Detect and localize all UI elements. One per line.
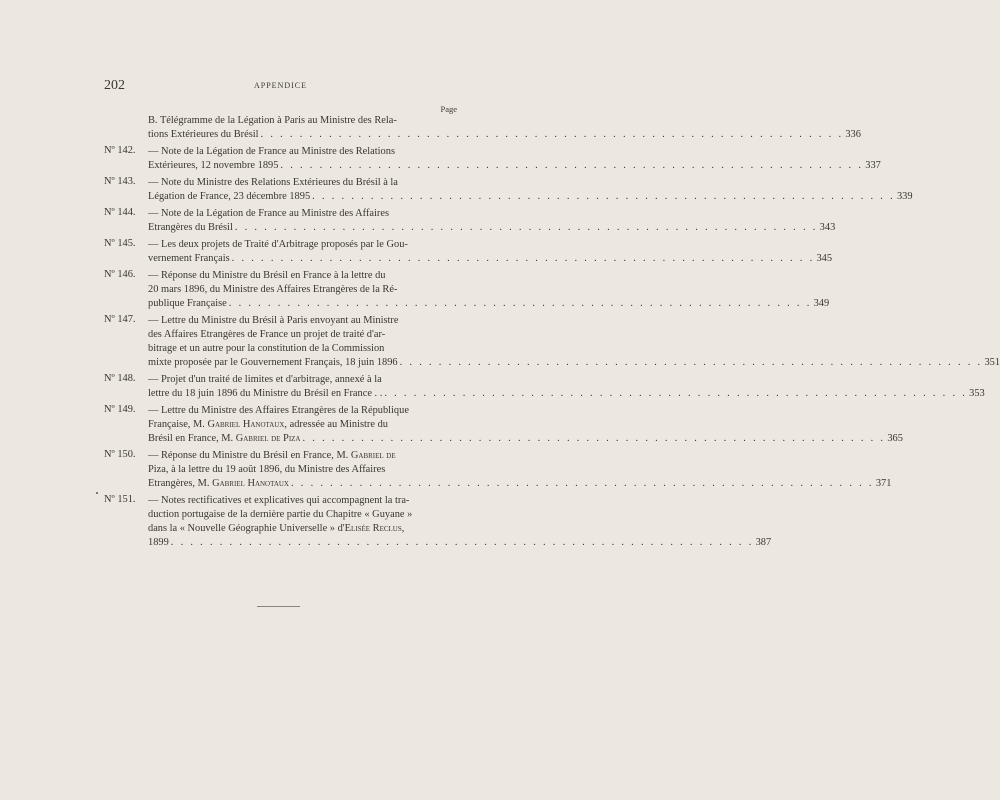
entry-last-line <box>148 190 913 204</box>
dot-leader: . . . . . . . . . . . . . . . . . . . . . . . . . . . . . . . . . . . . . . . . . . . . . . . . . . . . . . . . . . . . <box>302 433 886 444</box>
entry-line: 20 mars 1896, du Ministre des Affaires Etrangères de la Ré- <box>148 284 398 295</box>
entry-number: Nº 148. <box>104 373 136 384</box>
entry-page-number: 353 <box>969 388 985 399</box>
entry-number: Nº 150. <box>104 449 136 460</box>
entry-line: — Projet d'un traité de limites et d'arbitrage, annexé à la <box>148 374 382 385</box>
entry-number: Nº 142. <box>104 145 136 156</box>
entry-text <box>148 494 772 550</box>
toc-entry <box>104 145 881 173</box>
entry-last-line <box>148 221 836 235</box>
running-title: APPENDICE <box>253 81 307 90</box>
entry-text <box>148 114 861 142</box>
entry-line: — Réponse du Ministre du Brésil en France, M. Gabriel de <box>148 450 396 461</box>
entry-page-number: 351 <box>984 357 1000 368</box>
entry-text <box>148 269 830 311</box>
entry-last-line <box>148 477 892 491</box>
entry-page-number: 336 <box>845 129 861 140</box>
entry-page-number: 371 <box>875 478 892 489</box>
entry-line: — Lettre du Ministre des Affaires Etrangères de la République <box>148 405 409 416</box>
entry-number: Nº 145. <box>104 238 136 249</box>
entry-line: des Affaires Etrangères de France un projet de traité d'ar- <box>148 329 386 340</box>
entry-last-text: 1899 <box>148 537 169 548</box>
entry-line: — Note de la Légation de France au Ministre des Relations <box>148 146 395 157</box>
running-head <box>104 78 457 94</box>
dot-leader: . . . . . . . . . . . . . . . . . . . . . . . . . . . . . . . . . . . . . . . . . . . . . . . . . . . . . . . . . . . . <box>231 253 815 264</box>
entry-last-text: Etrangères, M. Gabriel Hanotaux <box>148 478 289 489</box>
toc-entry <box>104 314 1000 370</box>
entry-page-number: 343 <box>819 222 836 233</box>
entry-number: Nº 143. <box>104 176 136 187</box>
entry-page-number: 365 <box>887 433 903 444</box>
entry-last-line <box>148 128 861 142</box>
entry-text <box>148 373 985 401</box>
toc-entry <box>104 449 892 491</box>
entry-page-number: 387 <box>755 537 772 548</box>
toc-entry <box>104 176 913 204</box>
table-of-contents <box>104 114 1000 553</box>
entry-last-text: mixte proposée par le Gouvernement Français, 18 juin 1896 <box>148 357 398 368</box>
entry-text <box>148 404 903 446</box>
entry-last-text: tions Extérieures du Brésil <box>148 129 259 140</box>
entry-text <box>148 238 833 266</box>
entry-last-text: lettre du 18 juin 1896 du Ministre du Brésil en France . . <box>148 388 383 399</box>
entry-page-number: 339 <box>896 191 913 202</box>
entry-text <box>148 449 892 491</box>
page-number: 202 <box>104 78 125 93</box>
dot-leader: . . . . . . . . . . . . . . . . . . . . . . . . . . . . . . . . . . . . . . . . . . . . . . . . . . . . . . . . . . . . <box>234 222 818 233</box>
entry-line: — Note du Ministre des Relations Extérieures du Brésil à la <box>148 177 398 188</box>
toc-entry <box>104 404 903 446</box>
entry-last-line <box>148 432 903 446</box>
entry-last-line <box>148 252 833 266</box>
page-column-label: Page <box>440 104 457 114</box>
toc-entry <box>104 494 772 550</box>
entry-last-text: Extérieures, 12 novembre 1895 <box>148 160 279 171</box>
entry-line: dans la « Nouvelle Géographie Universelle » d'Elisée Reclus, <box>148 523 405 534</box>
dot-leader: . . . . . . . . . . . . . . . . . . . . . . . . . . . . . . . . . . . . . . . . . . . . . . . . . . . . . . . . . . . . <box>170 537 754 548</box>
print-speck <box>96 492 98 494</box>
entry-page-number: 345 <box>816 253 833 264</box>
entry-line: — Réponse du Ministre du Brésil en France à la lettre du <box>148 270 386 281</box>
entry-last-line <box>148 159 881 173</box>
entry-line: — Notes rectificatives et explicatives qui accompagnent la tra- <box>148 495 410 506</box>
dot-leader: . . . . . . . . . . . . . . . . . . . . . . . . . . . . . . . . . . . . . . . . . . . . . . . . . . . . . . . . . . . . <box>260 129 844 140</box>
entry-last-text: publique Française <box>148 298 227 309</box>
entry-text <box>148 314 1000 370</box>
entry-last-text: Etrangères du Brésil <box>148 222 233 233</box>
entry-number: Nº 147. <box>104 314 136 325</box>
entry-text <box>148 176 913 204</box>
toc-entry <box>104 207 836 235</box>
entry-page-number: 349 <box>813 298 830 309</box>
entry-last-text: Légation de France, 23 décembre 1895 <box>148 191 311 202</box>
entry-number: Nº 149. <box>104 404 136 415</box>
end-rule <box>257 606 300 607</box>
entry-line: bitrage et un autre pour la constitution de la Commission <box>148 343 385 354</box>
dot-leader: . . . . . . . . . . . . . . . . . . . . . . . . . . . . . . . . . . . . . . . . . . . . . . . . . . . . . . . . . . . . <box>399 357 983 368</box>
entry-last-line <box>148 536 772 550</box>
dot-leader: . . . . . . . . . . . . . . . . . . . . . . . . . . . . . . . . . . . . . . . . . . . . . . . . . . . . . . . . . . . . <box>312 191 895 202</box>
entry-page-number: 337 <box>865 160 881 171</box>
toc-entry <box>104 238 833 266</box>
entry-line: B. Télégramme de la Légation à Paris au Ministre des Rela- <box>148 115 397 126</box>
entry-text <box>148 207 836 235</box>
entry-last-text: vernement Français <box>148 253 230 264</box>
toc-entry <box>104 373 985 401</box>
entry-last-line <box>148 297 830 311</box>
toc-entry <box>104 269 830 311</box>
entry-line: duction portugaise de la dernière partie du Chapitre « Guyane » <box>148 509 413 520</box>
entry-line: Piza, à la lettre du 19 août 1896, du Ministre des Affaires <box>148 464 386 475</box>
dot-leader: . . . . . . . . . . . . . . . . . . . . . . . . . . . . . . . . . . . . . . . . . . . . . . . . . . . . . . . . . . . . <box>384 388 968 399</box>
entry-line: — Note de la Légation de France au Ministre des Affaires <box>148 208 390 219</box>
dot-leader: . . . . . . . . . . . . . . . . . . . . . . . . . . . . . . . . . . . . . . . . . . . . . . . . . . . . . . . . . . . . <box>280 160 864 171</box>
entry-last-line <box>148 356 1000 370</box>
toc-entry <box>104 114 861 142</box>
entry-last-text: Brésil en France, M. Gabriel de Piza <box>148 433 301 444</box>
entry-line: — Lettre du Ministre du Brésil à Paris envoyant au Ministre <box>148 315 399 326</box>
entry-number: Nº 144. <box>104 207 136 218</box>
entry-text <box>148 145 881 173</box>
dot-leader: . . . . . . . . . . . . . . . . . . . . . . . . . . . . . . . . . . . . . . . . . . . . . . . . . . . . . . . . . . . . <box>228 298 812 309</box>
entry-number: Nº 151. <box>104 494 136 505</box>
entry-line: — Les deux projets de Traité d'Arbitrage proposés par le Gou- <box>148 239 408 250</box>
entry-number: Nº 146. <box>104 269 136 280</box>
entry-last-line <box>148 387 985 401</box>
dot-leader: . . . . . . . . . . . . . . . . . . . . . . . . . . . . . . . . . . . . . . . . . . . . . . . . . . . . . . . . . . . . <box>291 478 874 489</box>
entry-line: Française, M. Gabriel Hanotaux, adressée au Ministre du <box>148 419 388 430</box>
